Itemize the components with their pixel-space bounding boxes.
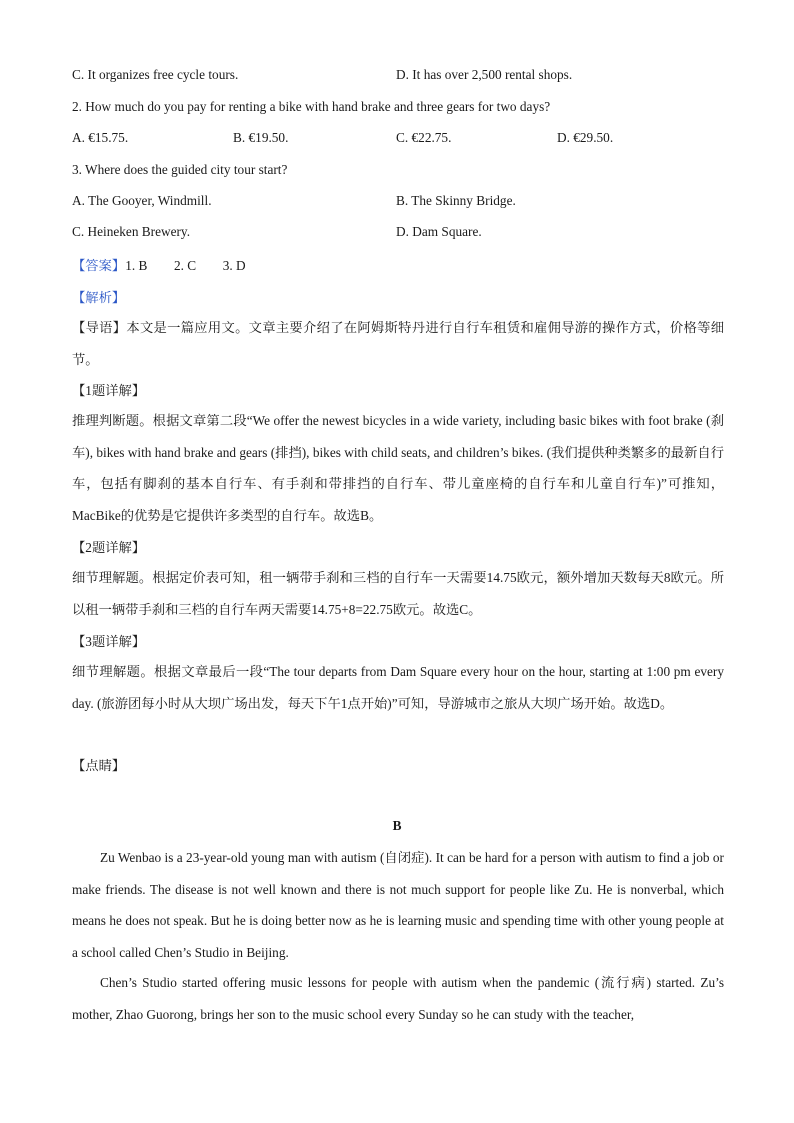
q2-option-c: C. €22.75. [396, 130, 452, 145]
section-b-paragraph-1: Zu Wenbao is a 23-year-old young man with autism (自闭症). It can be hard for a person with autism to find a job or make friends. The disease is not well known and there is not much support for people like Zu. He is nonverbal, which means he does not speak. But he is doing better now as he is learning music and spending time with other young people at a school called Chen’s Studio in Beijing. [72, 850, 724, 960]
answer-label: 【答案】 [72, 258, 126, 273]
q2-option-a: A. €15.75. [72, 130, 129, 145]
q3-option-a: A. The Gooyer, Windmill. [72, 193, 212, 208]
q3-option-c: C. Heineken Brewery. [72, 224, 191, 239]
detail2-label: 【2题详解】 [72, 540, 146, 555]
q2-option-d: D. €29.50. [557, 130, 614, 145]
detail3-label: 【3题详解】 [72, 634, 146, 649]
q3-option-d: D. Dam Square. [396, 224, 482, 239]
analysis-label: 【解析】 [72, 290, 126, 305]
q1-option-d: D. It has over 2,500 rental shops. [396, 67, 573, 82]
section-b-title: B [392, 818, 402, 833]
comment-label: 【点睛】 [72, 758, 126, 773]
answer-text: 1. B 2. C 3. D [125, 258, 246, 273]
section-b-paragraph-2: Chen’s Studio started offering music lessons for people with autism when the pandemic (流行病) started. Zu’s mother, Zhao Guorong, brings her son to the music school every Sunday so he can study with the teacher, [72, 975, 724, 1022]
guide-paragraph [72, 312, 724, 375]
guide-text: 本文是一篇应用文。文章主要介绍了在阿姆斯特丹进行自行车租赁和雇佣导游的操作方式，价格等细节。 [72, 320, 725, 367]
guide-label: 【导语】 [72, 320, 127, 335]
q1-option-c: C. It organizes free cycle tours. [72, 67, 239, 82]
detail2-paragraph: 细节理解题。根据定价表可知，租一辆带手刹和三档的自行车一天需要14.75欧元，额外增加天数每天8欧元。所以租一辆带手刹和三档的自行车两天需要14.75+8=22.75欧元。故选C。 [72, 570, 724, 617]
q2-option-b: B. €19.50. [233, 130, 289, 145]
q3-stem: 3. Where does the guided city tour start? [72, 162, 288, 177]
q2-stem: 2. How much do you pay for renting a bike with hand brake and three gears for two days? [72, 99, 551, 114]
detail3-paragraph: 细节理解题。根据文章最后一段“The tour departs from Dam Square every hour on the hour, starting at 1:00 pm every day. (旅游团每小时从大坝广场出发，每天下午1点开始)”可知，导游城市之旅从大坝广场开始。故选D。 [72, 664, 724, 711]
detail1-paragraph: 推理判断题。根据文章第二段“We offer the newest bicycles in a wide variety, including basic bikes with foot brake (刹车), bikes with hand brake and gears (排挡), bikes with child seats, and children’s bikes. (我们提供种类繁多的最新自行车，包括有脚刹的基本自行车、有手刹和带排挡的自行车、带儿童座椅的自行车和儿童自行车)”可推知，MacBike的优势是它提供许多类型的自行车。故选B。 [72, 413, 724, 523]
q3-option-b: B. The Skinny Bridge. [396, 193, 516, 208]
detail1-label: 【1题详解】 [72, 383, 146, 398]
answer-line [72, 255, 246, 274]
